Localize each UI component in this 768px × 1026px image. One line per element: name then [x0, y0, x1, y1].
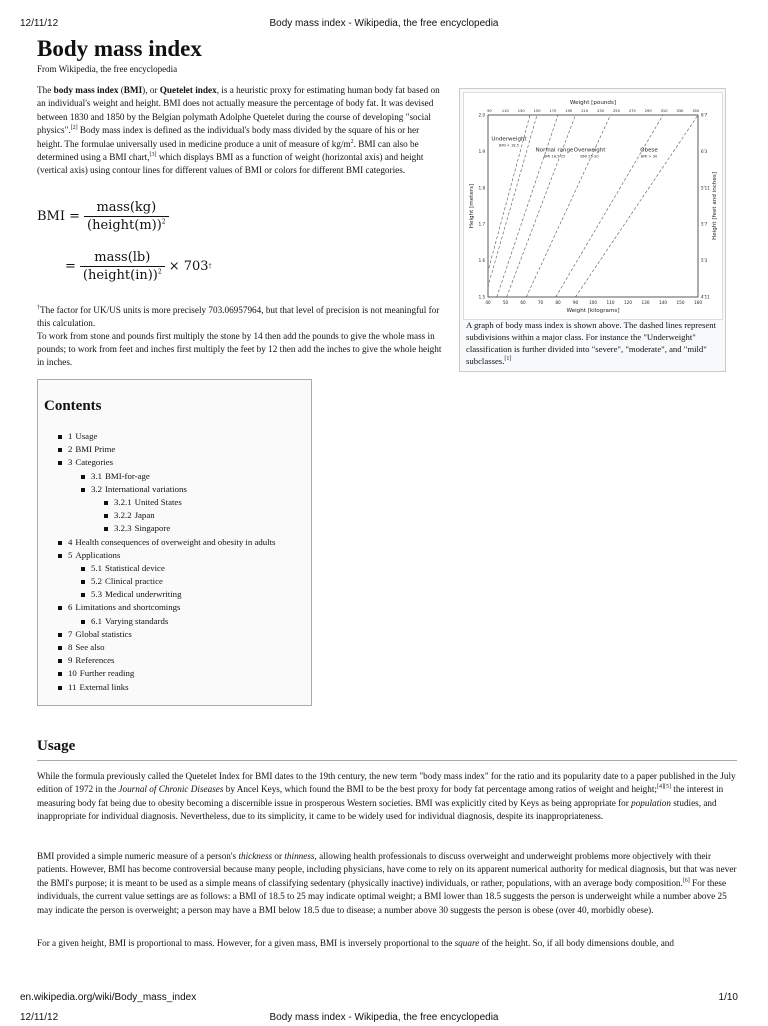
- x-tick-label: 130: [641, 300, 650, 305]
- top-tick-label: 90: [487, 109, 492, 113]
- toc-item-label: Singapore: [134, 523, 171, 534]
- y-axis-label: Height [meters]: [469, 183, 475, 229]
- toc-item-label: Statistical device: [105, 562, 165, 573]
- chart-title: Weight [pounds]: [569, 100, 617, 106]
- figure-caption: A graph of body mass index is shown above. The dashed lines represent subdivisions within a major class. For instance the "Underweight" classification is further divided into "severe", "moderate", and "mild" subclasses.[1]: [466, 320, 717, 366]
- toc-item[interactable]: [58, 536, 308, 549]
- intro-paragraph: The body mass index (BMI), or Quetelet index, is a heuristic proxy for estimating human body fat based on an individual's weight and height. BMI does not actually measure the percentage of body fat. It was devised between 1830 and 1850 by the Belgian polymath Adolphe Quetelet during the course of developing "social physics".[2] Body mass index is defined as the individual's body mass divided by the square of his or her height. The formulae universally used in medicine produce a unit of measure of $kg/m^2$. BMI can also be determined using a BMI chart,[3] which displays BMI as a function of weight (horizontal axis) and height (vertical axis) using contour lines for different values of BMI or colors for different BMI categories.: [37, 85, 440, 176]
- formula-numerator: mass(kg): [96, 200, 157, 215]
- toc-item[interactable]: [81, 483, 308, 496]
- toc-item[interactable]: [104, 509, 308, 522]
- toc-item-number: 3.2.2: [114, 510, 132, 521]
- top-tick-label: 150: [533, 109, 541, 113]
- tagline: From Wikipedia, the free encyclopedia: [37, 64, 178, 74]
- y-axis-label-right: Height [feet and inches]: [712, 172, 718, 240]
- toc-item-label: BMI Prime: [75, 444, 116, 455]
- right-tick-label: 4'11: [701, 294, 710, 300]
- table-of-contents: [37, 379, 312, 706]
- print-url: en.wikipedia.org/wiki/Body_mass_index: [20, 992, 197, 1003]
- top-tick-label: 170: [549, 109, 557, 113]
- x-tick-label: 120: [624, 300, 632, 305]
- toc-item-number: 3: [68, 457, 73, 468]
- toc-list: [58, 430, 308, 694]
- bmi-chart-svg: [464, 93, 722, 319]
- print-header: [0, 18, 768, 32]
- top-tick-label: 250: [613, 109, 620, 113]
- toc-item-label: United States: [134, 496, 182, 507]
- toc-item-label: Clinical practice: [105, 576, 163, 587]
- formula-lhs: BMI =: [37, 209, 81, 224]
- page-title: Body mass index: [37, 36, 202, 61]
- toc-item-label: Applications: [75, 549, 121, 560]
- toc-item-label: References: [75, 655, 115, 666]
- usage-paragraph-3: For a given height, BMI is proportional to mass. However, for a given mass, BMI is inversely proportional to the square of the height. So, if all body dimensions double, and: [37, 938, 674, 948]
- category-range-label: BMI 25-30: [580, 154, 599, 159]
- y-tick-label: 1.9: [478, 148, 485, 154]
- usage-paragraph-1: While the formula previously called the Quetelet Index for BMI dates to the 19th century, the new term "body mass index" for the ratio and its popularity date to a paper published in the July edition of 1972 in the Journal of Chronic Diseases by Ancel Keys, which found the BMI to be the best proxy for body fat percentage among ratios of weight and height;[4][5] the interest in measuring body fat being due to obesity becoming a discernible issue in prosperous Western societies. BMI was explicitly cited by Keys as being appropriate for population studies, and inappropriate for individual diagnosis. Nevertheless, due to its simplicity, it came to be widely used for individual diagnosis, despite its inappropriateness.: [37, 771, 736, 822]
- category-label: Overweight: [573, 147, 606, 154]
- ref-link[interactable]: [4][5]: [656, 784, 671, 791]
- y-tick-label: 1.6: [478, 258, 485, 264]
- formula-denominator-imperial: (height(in)): [82, 268, 158, 283]
- toc-item-label: Limitations and shortcomings: [75, 602, 181, 613]
- y-tick-label: 1.8: [478, 185, 485, 191]
- category-range-label: BMI < 18.5: [499, 143, 519, 148]
- print-date: 12/11/12: [20, 18, 59, 29]
- toc-item[interactable]: [58, 549, 308, 562]
- toc-item-number: 10: [68, 668, 77, 679]
- toc-item-label: Japan: [134, 510, 155, 521]
- ref-link[interactable]: [1]: [504, 356, 512, 363]
- toc-item-number: 6: [68, 602, 73, 613]
- right-tick-label: 6'3: [701, 148, 708, 154]
- toc-item-number: 8: [68, 642, 73, 652]
- right-tick-label: 5'11: [701, 185, 710, 191]
- toc-item-number: 2: [68, 444, 73, 455]
- toc-item[interactable]: [58, 667, 308, 680]
- toc-item[interactable]: [58, 628, 308, 641]
- toc-item-number: 5.3: [91, 589, 102, 600]
- y-tick-label: 1.5: [478, 294, 485, 300]
- section-heading-usage: Usage: [37, 738, 76, 754]
- toc-item[interactable]: [58, 430, 308, 443]
- top-tick-label: 350: [692, 109, 700, 113]
- category-label: Obese: [640, 147, 658, 154]
- right-tick-label: 6'7: [701, 112, 708, 118]
- heading-rule: [37, 760, 737, 761]
- y-tick-label: 1.7: [478, 221, 485, 227]
- top-tick-label: 330: [676, 109, 684, 113]
- toc-item-number: 3.1: [91, 470, 102, 481]
- toc-item-label: External links: [79, 681, 129, 692]
- toc-item-number: 9: [68, 655, 73, 666]
- toc-item[interactable]: [58, 654, 308, 667]
- formula-note: †The factor for UK/US units is more precisely 703.06957964, but that level of precision is not meaningful for this calculation. To work from stone and pounds first multiply the stone by 14 then add the pounds to give the whole mass in pounds; to work from feet and inches first multiply the feet by 12 then add the inches to give the whole height in inches.: [37, 304, 442, 367]
- toc-item[interactable]: [81, 470, 308, 483]
- toc-item[interactable]: [58, 601, 308, 614]
- toc-item-number: 5.1: [91, 562, 102, 573]
- toc-item-label: Health consequences of overweight and obesity in adults: [75, 536, 276, 547]
- toc-item[interactable]: [58, 456, 308, 469]
- category-label: Normal range: [535, 147, 574, 154]
- toc-item-number: 11: [68, 681, 77, 692]
- x-tick-label: 60: [520, 300, 526, 305]
- toc-item-number: 3.2.3: [114, 523, 132, 534]
- top-tick-label: 270: [628, 109, 636, 113]
- x-tick-label: 50: [502, 300, 509, 305]
- category-range-label: BMI 18.5-25: [543, 154, 566, 159]
- print-date: 12/11/12: [20, 1012, 59, 1023]
- toc-item-label: Global statistics: [75, 628, 132, 639]
- toc-item-number: 1: [68, 431, 73, 441]
- term-quetelet: Quetelet index: [159, 85, 217, 95]
- formula-numerator-imperial: mass(lb): [94, 250, 151, 265]
- ref-link[interactable]: [3]: [149, 151, 157, 158]
- top-tick-label: 310: [660, 109, 668, 113]
- top-tick-label: 190: [565, 109, 573, 113]
- toc-item[interactable]: [58, 681, 308, 694]
- top-tick-label: 110: [501, 109, 509, 113]
- bmi-formula: BMI = $\frac{\text{mass(kg)}}{(height(m))^2}$ = $\frac{\text{mass(lb)}}{(height(in))^2}$ × 703 †: [37, 200, 212, 283]
- category-label: Underweight: [491, 136, 527, 143]
- toc-item-label: Further reading: [79, 668, 135, 679]
- top-tick-label: 210: [581, 109, 589, 113]
- formula-factor: × 703: [168, 259, 209, 274]
- toc-heading: Contents: [44, 398, 102, 414]
- toc-item-label: Categories: [75, 457, 114, 468]
- formula-equals: =: [65, 259, 76, 274]
- x-tick-label: 100: [589, 300, 597, 305]
- x-tick-label: 160: [694, 300, 702, 305]
- toc-item-label: See also: [75, 642, 105, 652]
- toc-item[interactable]: [104, 496, 308, 509]
- toc-item-label: Usage: [75, 431, 98, 441]
- x-tick-label: 70: [537, 300, 544, 305]
- toc-item[interactable]: [81, 575, 308, 588]
- ref-link[interactable]: [6]: [682, 877, 690, 884]
- toc-item[interactable]: [58, 443, 308, 456]
- toc-item[interactable]: [81, 588, 308, 601]
- print-page-number: 1/10: [718, 992, 738, 1003]
- usage-paragraph-2: BMI provided a simple numeric measure of a person's thickness or thinness, allowing health professionals to discuss overweight and underweight problems more objectively with their patients. However, BMI has become controversial because many people, including physicians, have come to rely on its apparent numerical authority for medical diagnosis, but that was never the BMI's purpose; it is meant to be used as a simple means of classifying sedentary (physically inactive) individuals, or rather, populations, with an average body composition.[6] For these individuals, the current value settings are as follows: a BMI of 18.5 to 25 may indicate optimal weight; a BMI lower than 18.5 suggests the person is underweight while a number above 25 may indicate the person is overweight; a person may have a BMI below 18.5 due to disease; a number above 30 suggests the person is obese (over 40, morbidly obese).: [37, 851, 737, 915]
- toc-item[interactable]: [81, 562, 308, 575]
- x-axis-label: Weight [kilograms]: [566, 308, 620, 314]
- bmi-chart-figure: [459, 88, 726, 372]
- toc-item-number: 5.2: [91, 576, 102, 587]
- top-tick-label: 130: [517, 109, 525, 113]
- top-tick-label: 290: [644, 109, 652, 113]
- journal-link[interactable]: Journal of Chronic Diseases: [118, 784, 224, 795]
- toc-item-label: Medical underwriting: [105, 589, 182, 600]
- y-tick-label: 2.0: [478, 112, 485, 118]
- term-bmi: body mass index: [53, 85, 119, 95]
- toc-item-number: 7: [68, 628, 73, 639]
- x-tick-label: 150: [676, 300, 685, 305]
- bmi-chart[interactable]: [463, 92, 723, 320]
- x-tick-label: 40: [485, 300, 491, 305]
- right-tick-label: 5'3: [701, 258, 708, 264]
- ref-link[interactable]: [2]: [70, 125, 78, 132]
- x-tick-label: 140: [659, 300, 667, 305]
- toc-item-label: Varying standards: [105, 615, 169, 626]
- right-tick-label: 5'7: [701, 221, 708, 227]
- toc-item-number: 3.2.1: [114, 496, 132, 507]
- toc-item[interactable]: [81, 615, 308, 628]
- print-title: Body mass index - Wikipedia, the free encyclopedia: [269, 18, 499, 29]
- toc-item[interactable]: [104, 522, 308, 535]
- top-tick-label: 230: [597, 109, 605, 113]
- formula-denominator: (height(m)): [87, 218, 162, 233]
- toc-item-number: 5: [68, 549, 73, 560]
- toc-item-label: International variations: [105, 483, 187, 494]
- category-range-label: BMI > 30: [640, 154, 658, 159]
- toc-item[interactable]: [58, 641, 308, 654]
- toc-item-number: 6.1: [91, 615, 102, 626]
- toc-item-label: BMI-for-age: [105, 470, 150, 481]
- toc-item-number: 3.2: [91, 483, 102, 494]
- x-tick-label: 90: [572, 300, 579, 305]
- print-title: Body mass index - Wikipedia, the free encyclopedia: [269, 1012, 499, 1023]
- term-bmi-abbr: BMI: [123, 85, 143, 95]
- toc-item-number: 4: [68, 536, 73, 547]
- x-tick-label: 80: [555, 300, 561, 305]
- x-tick-label: 110: [606, 300, 615, 305]
